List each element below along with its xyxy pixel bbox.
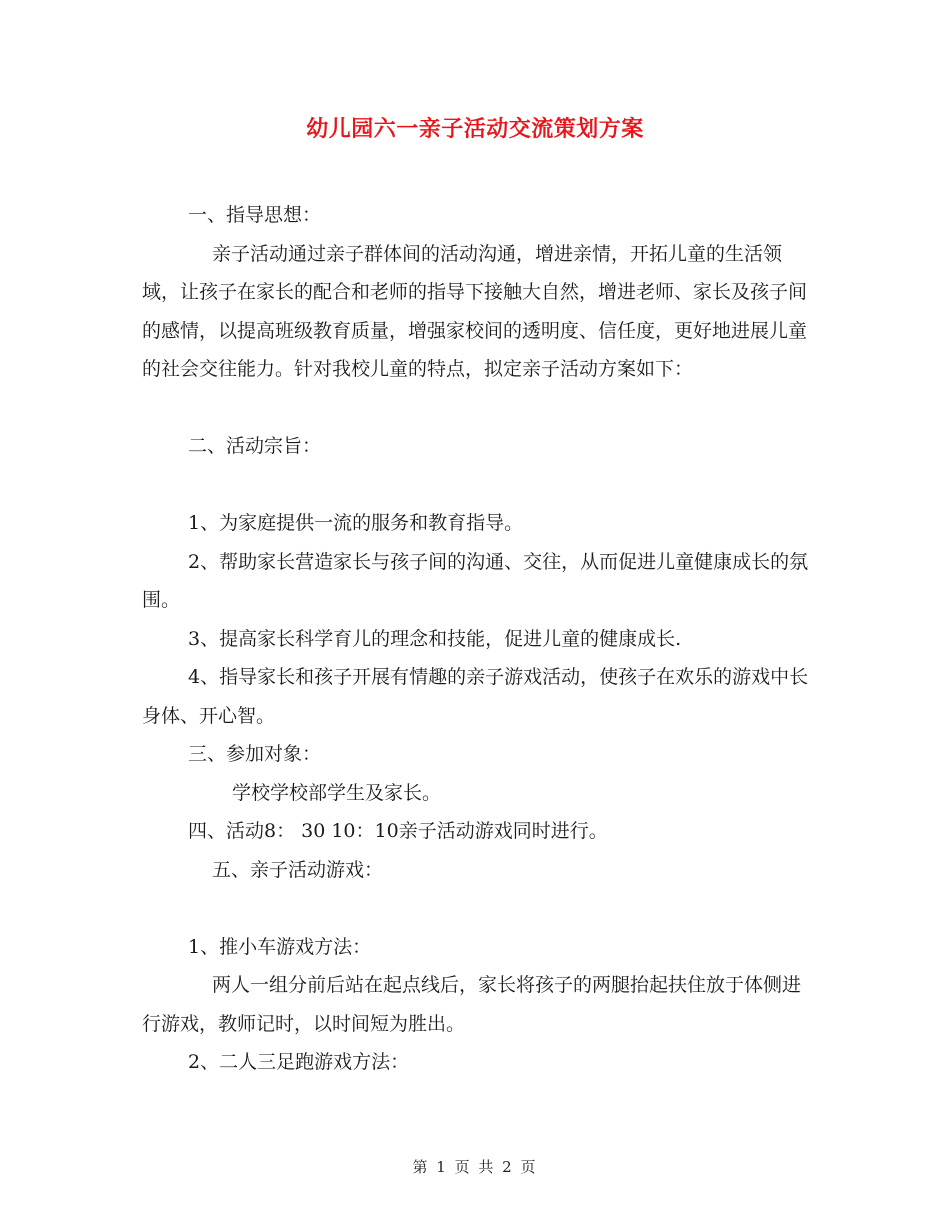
spacer bbox=[142, 389, 810, 428]
game-heading-push-cart: 1、推小车游戏方法： bbox=[188, 935, 372, 958]
paragraph-guiding-thought: 亲子活动通过亲子群体间的活动沟通，增进亲情，开拓儿童的生活领域，让孩子在家长的配合和老师的指导下接触大自然，增进老师、家长及孩子间的感情，以提高班级教育质量，增强家校间的透明度、信任度，更好地进展儿童的社会交往能力。针对我校儿童的特点，拟定亲子活动方案如下： bbox=[142, 242, 808, 380]
section-heading-guiding-thought: 一、指导思想： bbox=[188, 204, 322, 226]
paragraph-participants: 学校学校部学生及家长。 bbox=[232, 781, 442, 804]
document-body bbox=[142, 196, 810, 1082]
section-heading-purpose: 二、活动宗旨： bbox=[188, 435, 322, 457]
section-heading-games: 五、亲子活动游戏： bbox=[212, 858, 384, 881]
list-item-purpose-3: 3、提高家长科学育儿的理念和技能，促进儿童的健康成长. bbox=[188, 627, 682, 650]
section-heading-participants: 三、参加对象： bbox=[188, 743, 322, 765]
list-item-purpose-4: 4、指导家长和孩子开展有情趣的亲子游戏活动，使孩子在欢乐的游戏中长身体、开心智。 bbox=[142, 666, 809, 727]
game-heading-three-legged-race: 2、二人三足跑游戏方法： bbox=[188, 1051, 410, 1073]
list-item-purpose-1: 1、为家庭提供一流的服务和教育指导。 bbox=[188, 512, 524, 534]
list-item-purpose-2: 2、帮助家长营造家长与孩子间的沟通、交往，从而促进儿童健康成长的氛围。 bbox=[142, 550, 809, 611]
paragraph-push-cart: 两人一组分前后站在起点线后，家长将孩子的两腿抬起扶住放于体侧进行游戏，教师记时，以时间短为胜出。 bbox=[142, 974, 802, 1035]
document-title: 幼儿园六一亲子活动交流策划方案 bbox=[306, 117, 644, 142]
page-footer: 第 1 页 共 2 页 bbox=[412, 1158, 538, 1176]
spacer bbox=[142, 466, 810, 505]
section-activity-time: 四、活动8： 30 10：10亲子活动游戏同时进行。 bbox=[188, 820, 608, 842]
spacer bbox=[142, 889, 810, 928]
